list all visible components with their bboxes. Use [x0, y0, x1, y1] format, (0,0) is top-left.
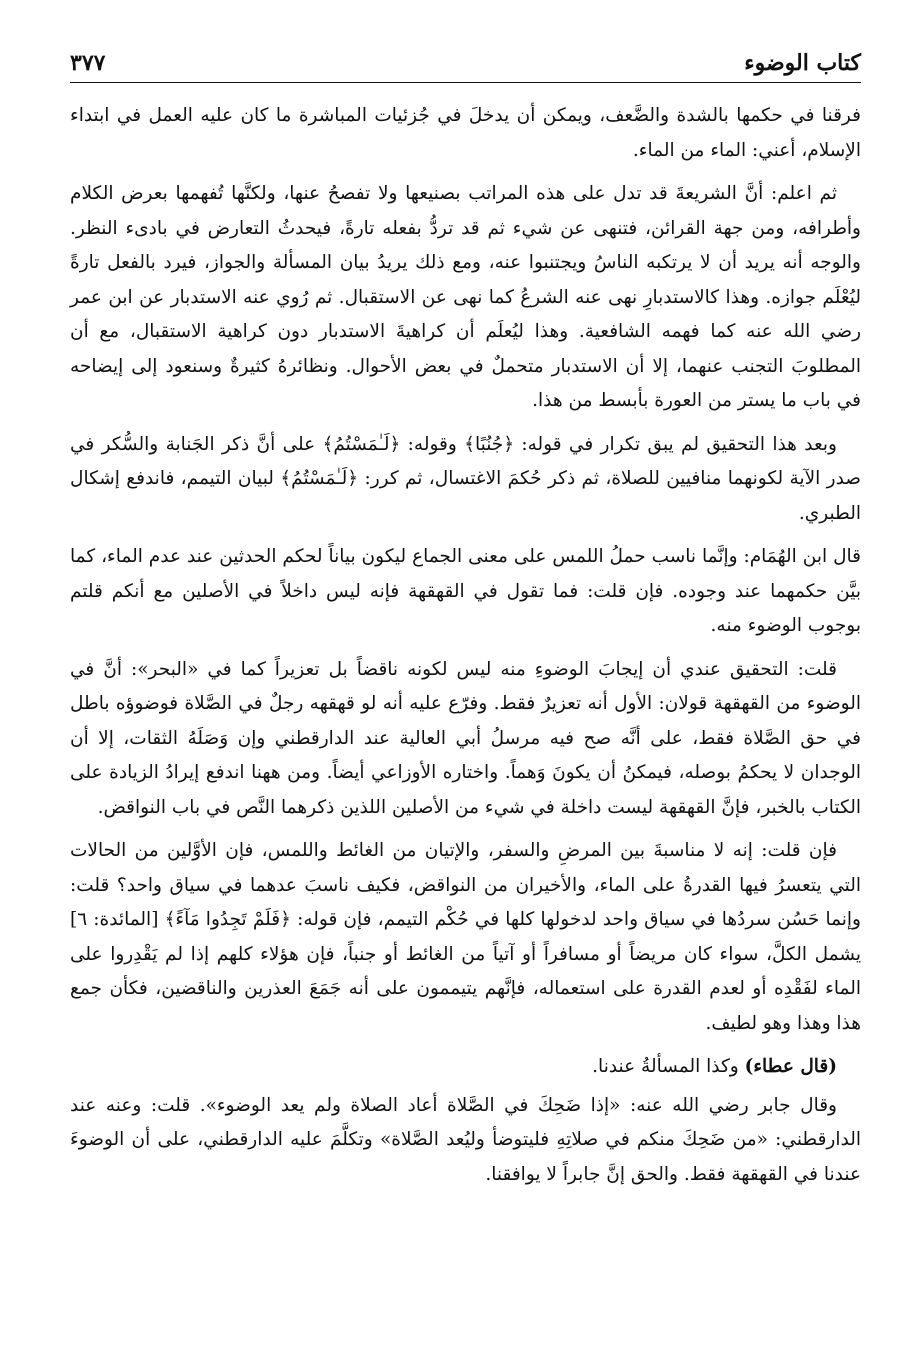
- paragraph: فرقنا في حكمها بالشدة والضَّعف، ويمكن أن يدخلَ في جُزئيات المباشرة ما كان عليه العمل في ابتداء الإسلام، أعني: الماء من الماء.: [70, 105, 861, 161]
- paragraph: فإن قلت: إنه لا مناسبةَ بين المرضِ والسفر، والإتيان من الغائط واللمس، فإن الأوَّلين من الحالات التي يتعسرُ فيها القدرةُ على الماء، والأخيران من النواقض، فكيف ناسبَ عدهما في سياق واحد؟ قلت: وإنما حَسُن سردُها في سياق واحد لدخولها كلها في حُكْم التيمم، فإن قوله: ﴿فَلَمْ تَجِدُوا مَآءً﴾ [المائدة: ٦] يشمل الكلَّ، سواء كان مريضاً أو مسافراً أو آتياً من الغائط أو جنباً، فإن هؤلاء كلهم إذا لم يَقْدِروا على الماء لفَقْدِه أو لعدم القدرة على استعماله، فإنَّهم يتيممون على أنه جَمَعَ العذرين والناقضين، فكأن جمع هذا وهذا وهو لطيف.: [70, 840, 861, 1034]
- paragraph: وقال جابر رضي الله عنه: «إذا ضَحِكَ في الصَّلاة أعاد الصلاة ولم يعد الوضوء». قلت: وعنه عند الدارقطني: «من ضَحِكَ منكم في صلاتِهِ فليتوضأ وليُعد الصَّلاة» وتكلَّمَ عليه الدارقطني، على أن الوضوءَ عندنا في القهقهة فقط. والحق إنَّ جابراً لا يوافقنا.: [70, 1094, 861, 1185]
- page-number: ٣٧٧: [70, 50, 106, 76]
- paragraph: قلت: التحقيق عندي أن إيجابَ الوضوءِ منه ليس لكونه ناقضاً بل تعزيراً كما في «البحر»: أنَّ في الوضوء من القهقهة قولان: الأول أنه تعزيرٌ فقط. وفرّع عليه أنه لو قهقهه رجلٌ في الصَّلاة فوضوؤه باطل في حق الصَّلاة فقط، على أنَّه صح فيه مرسلُ أبي العالية عند الدارقطني وإن وَصَلَهُ الثقات، إلا أن الوجدان لا يحكمُ بوصله، فيمكنُ أن يكونَ وَهماً. واختاره الأوزاعي أيضاً. ومن ههنا اندفع إيرادُ الزيادة على الكتاب بالخبر، فإنَّ القهقهة ليست داخلة في شيء من الأصلين اللذين ذكرهما النَّص في باب النواقض.: [70, 658, 861, 818]
- paragraph: قال ابن الهُمَام: وإنَّما ناسب حملُ اللمس على معنى الجماع ليكون بياناً لحكم الحدثين عند عدم الماء، كما بيَّن حكمهما عند وجوده. فإن قلت: فما تقول في القهقهة فإنه ليس داخلاً في الأصلين مع أنكم قلتم بوجوب الوضوء منه.: [70, 546, 861, 636]
- quoted-heading: (قال عطاء): [744, 1056, 837, 1077]
- chapter-title: كتاب الوضوء: [744, 50, 861, 76]
- page-body: [70, 99, 861, 1192]
- paragraph-text: وكذا المسألةُ عندنا.: [592, 1056, 745, 1077]
- running-header: [70, 50, 861, 83]
- paragraph: [70, 1050, 861, 1085]
- paragraph: ثم اعلم: أنَّ الشريعةَ قد تدل على هذه المراتب بصنيعها ولا تفصحُ عنها، ولكنَّها تُفهمها بعرض الكلام وأطرافه، ومن جهة القرائن، فتنهى عن شيء ثم قد تردُّ بفعله تارةً، فيحدثُ التعارض في بادىء النظر. والوجه أنه يريد أن لا يرتكبه الناسُ ويجتنبوا عنه، ومع ذلك يريدُ بيان المسألة والجواز، فيرد بالفعل تارةً ليُعْلَم جوازه. وهذا كالاستدبارِ نهى عنه الشرعُ كما نهى عن الاستقبال. ثم رُوي عنه الاستدبار عن ابن عمر رضي الله عنه كما فهمه الشافعية. وهذا ليُعلَم أن كراهيةَ الاستدبار دون كراهية الاستقبال، مع أن المطلوبَ التجنب عنهما، إلا أن الاستدبار متحملٌ في بعض الأحوال. ونظائرهُ كثيرةٌ وسنعود إلى إيضاحه في باب ما يستر من العورة بأبسط من هذا.: [70, 183, 861, 411]
- paragraph: وبعد هذا التحقيق لم يبق تكرار في قوله: ﴿جُنُبًا﴾ وقوله: ﴿لَـٰمَسْتُمُ﴾ على أنَّ ذكر الجَنابة والسُّكر في صدر الآية لكونهما منافيين للصلاة، ثم ذكر حُكمَ الاغتسال، ثم كرر: ﴿لَـٰمَسْتُمُ﴾ لبيان التيمم، فاندفع إشكال الطبري.: [70, 433, 861, 524]
- book-page: [70, 50, 861, 1331]
